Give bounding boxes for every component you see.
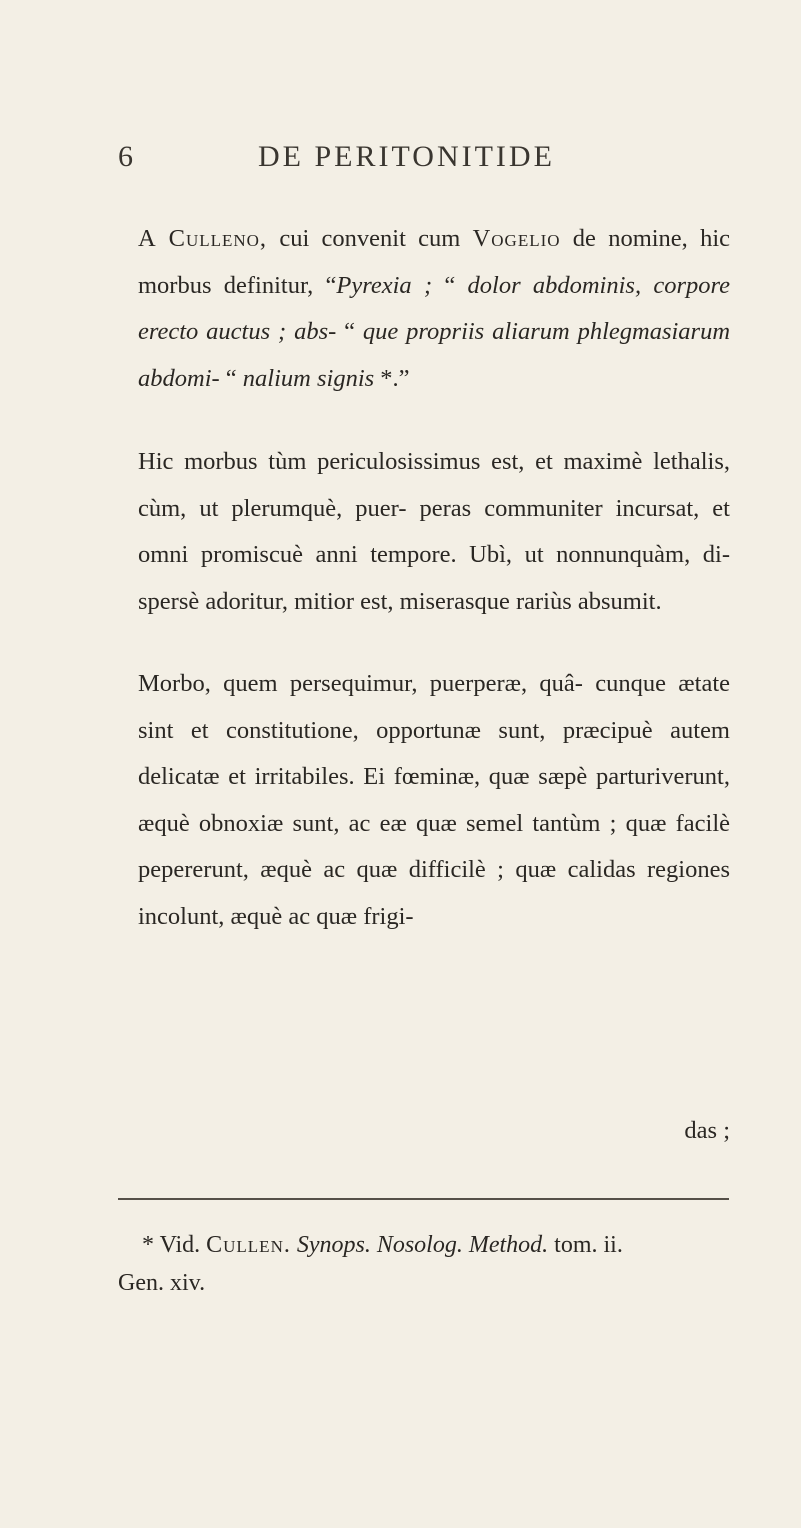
quotation-italic: nalium signis <box>242 364 375 392</box>
footnote-rule <box>118 1198 729 1200</box>
author-name-vogelio: Vogelio <box>472 225 561 252</box>
running-title: DE PERITONITIDE <box>258 140 555 173</box>
paragraph-danger: Hic morbus tùm periculosissimus est, et maximè lethalis, cùm, ut plerumquè, puer- peras communiter incursat, et omni promiscuè anni tempore. Ubì, ut nonnunquàm, di- spersè adoritur, mitior est, miserasque rariùs absumit. <box>138 448 730 615</box>
footnote <box>118 1226 733 1302</box>
paragraph-susceptibility: Morbo, quem persequimur, puerperæ, quâ- cunque ætate sint et constitutione, opportunæ sunt, præcipuè autem delicatæ et irritabiles. Ei fœminæ, quæ sæpè parturiverunt, æquè obnoxiæ sunt, ac eæ quæ semel tantùm ; quæ facilè pepererunt, æquè ac quæ difficilè ; quæ calidas regiones incolunt, æquè ac quæ frigi- <box>138 670 730 930</box>
text-run: “ <box>219 364 243 392</box>
text-run: “ <box>432 271 468 299</box>
quotation-italic: Pyrexia ; <box>336 271 433 299</box>
page-header <box>0 140 801 180</box>
author-name-cullen: Cullen. <box>206 1232 291 1258</box>
paragraph-definition <box>138 216 730 402</box>
text-run: Vid. <box>154 1232 207 1258</box>
work-title: Synops. Nosolog. Method. <box>296 1232 549 1258</box>
text-run: de nomine, hic morbus definitur, “ <box>138 225 730 299</box>
footnote-line-2: Gen. xiv. <box>118 1270 206 1296</box>
catchword: das ; <box>684 1117 730 1144</box>
text-run: “ <box>336 318 363 345</box>
author-name-culleno: A Culleno, <box>138 225 268 252</box>
quotation-italic: dolor abdominis, corpore erecto auctus ; abs- <box>138 271 731 345</box>
text-run: tom. ii. <box>548 1232 623 1258</box>
text-run: cui convenit cum <box>267 225 473 252</box>
footnote-marker: * <box>142 1232 154 1258</box>
footnote-reference: *.” <box>374 364 410 392</box>
quotation-italic: que propriis aliarum phlegmasiarum abdomi- <box>138 318 731 392</box>
body-text <box>138 216 730 940</box>
page-number: 6 <box>118 140 133 173</box>
footnote-line-1 <box>118 1226 733 1264</box>
